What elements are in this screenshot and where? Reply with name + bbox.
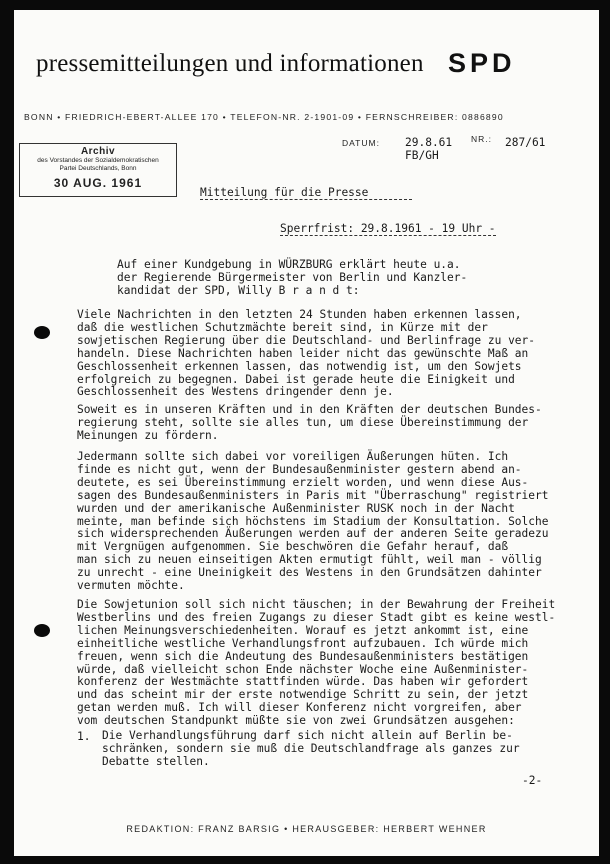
intro-paragraph xyxy=(117,259,467,298)
press-release-page xyxy=(14,10,599,856)
text-line: Debatte stellen. xyxy=(102,754,210,768)
archive-stamp xyxy=(19,143,177,197)
paragraph-2 xyxy=(77,404,542,443)
text-line: Die Verhandlungsführung darf sich nicht allein auf Berlin be- xyxy=(102,729,513,742)
datum-label: DATUM: xyxy=(342,138,380,148)
text-line: schränken, sondern sie muß die Deutschlandfrage als ganzes zur xyxy=(102,741,520,755)
text-line: Geschlossenheit erkennen lassen, das notwendig ist, um den Sowjets xyxy=(77,359,522,373)
text-line: wurden und der amerikanische Außenminister RUSK noch in der Nacht xyxy=(77,501,515,515)
text-line: Jedermann sollte sich dabei vor voreiligen Äußerungen hüten. Ich xyxy=(77,450,509,463)
text-line: zu unrecht - eine Uneinigkeit des Westens in den Grundsätzen dahinter xyxy=(77,566,542,580)
paragraph-4 xyxy=(77,599,555,728)
paragraph-1 xyxy=(77,309,535,399)
text-line: Soweit es in unseren Kräften und in den Kräften der deutschen Bundes- xyxy=(77,403,542,416)
stamp-archive-label: Archiv xyxy=(80,146,116,157)
address-line: BONN • FRIEDRICH-EBERT-ALLEE 170 • TELEFON-NR. 2-1901-09 • FERNSCHREIBER: 0886890 xyxy=(24,112,504,122)
list-number: 1. xyxy=(77,730,91,743)
text-line: handeln. Diese Nachrichten haben leider nicht das gewünschte Maß an xyxy=(77,346,529,360)
text-line: Meinungen zu fördern. xyxy=(77,428,219,442)
list-item-1 xyxy=(102,730,520,769)
paragraph-3 xyxy=(77,451,548,593)
text-line: mit Vergnügen aufgenommen. Sie beschwören die Gefahr herauf, daß xyxy=(77,540,509,554)
nr-value: 287/61 xyxy=(505,136,546,149)
text-line: regierung steht, sollte sie alles tun, um diese Übereinstimmung der xyxy=(77,415,529,429)
text-line: konferenz der Westmächte stattfinden würde. Das haben wir gefordert xyxy=(77,675,529,689)
text-line: sagen des Bundesaußenministers in Paris mit "Überraschung" registriert xyxy=(77,488,549,502)
text-line: Viele Nachrichten in den letzten 24 Stunden haben erkennen lassen, xyxy=(77,308,522,321)
text-line: daß die westlichen Schutzmächte bereit sind, in Kürze mit der xyxy=(77,320,488,334)
text-line: der Regierende Bürgermeister von Berlin und Kanzler- xyxy=(117,270,468,284)
spd-logo: SPD xyxy=(448,48,516,78)
text-line: lichen Meinungsverschiedenheiten. Worauf es jetzt ankommt ist, eine xyxy=(77,623,529,637)
punch-hole-mark xyxy=(34,326,50,339)
initials: FB/GH xyxy=(405,149,439,162)
text-line: finde es nicht gut, wenn der Bundesaußenminister gestern abend an- xyxy=(77,462,522,476)
subject-line: Mitteilung für die Presse xyxy=(200,186,412,200)
footer-credits: REDAKTION: FRANZ BARSIG • HERAUSGEBER: HERBERT WEHNER xyxy=(126,824,487,834)
text-line: vom deutschen Standpunkt müßte sie von zwei Grundsätzen ausgehen: xyxy=(77,714,515,728)
text-line: getan werden muß. Ich will dieser Konferenz nicht vorgreifen, aber xyxy=(77,701,522,715)
stamp-line-party: des Vorstandes der Sozialdemokratischen xyxy=(37,157,159,164)
masthead-title: pressemitteilungen und informationen xyxy=(36,50,424,77)
stamp-line-city: Partei Deutschlands, Bonn xyxy=(59,165,137,172)
stamp-date: 30 AUG. 1961 xyxy=(53,176,143,190)
text-line: Die Sowjetunion soll sich nicht täuschen; in der Bewahrung der Freiheit xyxy=(77,598,556,611)
text-line: freuen, wenn sich die Andeutung des Bundesaußenministers bestätigen xyxy=(77,649,529,663)
text-line: und das scheint mir der erste notwendige Schritt zu sein, der jetzt xyxy=(77,688,529,702)
text-line: würde, daß vielleicht schon Ende nächster Woche eine Außenminister- xyxy=(77,662,529,676)
text-line: Westberlins und des freien Zugangs zu dieser Stadt gibt es keine westl- xyxy=(77,610,556,624)
text-line: meinte, man befinde sich höchstens im Stadium der Konsultation. Solche xyxy=(77,514,549,528)
text-line: deutete, es sei Übereinstimmung erzielt worden, und wenn diese Aus- xyxy=(77,475,529,489)
text-line: Geschlossenheit des Westens dringender denn je. xyxy=(77,385,394,399)
embargo-line: Sperrfrist: 29.8.1961 - 19 Uhr - xyxy=(280,222,496,235)
text-line: erfolgreich zu begegnen. Dabei ist gerade heute die Einigkeit und xyxy=(77,372,515,386)
text-line: Auf einer Kundgebung in WÜRZBURG erklärt heute u.a. xyxy=(117,258,461,271)
datum-value: 29.8.61 xyxy=(405,136,453,149)
text-line: einheitliche westliche Verhandlungsfront aufzubauen. Ich würde mich xyxy=(77,636,529,650)
text-line: vermuten möchte. xyxy=(77,579,185,593)
text-line: man sich zu neuen einseitigen Akten ermutigt fühlt, weil man - völlig xyxy=(77,553,542,567)
text-line: kandidat der SPD, Willy B r a n d t: xyxy=(117,283,360,297)
text-line: sich widersprechenden Äußerungen werden auf der anderen Seite geradezu xyxy=(77,527,549,541)
page-marker: -2- xyxy=(522,774,543,787)
text-line: sowjetischen Regierung über die Deutschland- und Berlinfrage zu ver- xyxy=(77,333,536,347)
punch-hole-mark xyxy=(34,624,50,637)
nr-label: NR.: xyxy=(471,134,492,144)
